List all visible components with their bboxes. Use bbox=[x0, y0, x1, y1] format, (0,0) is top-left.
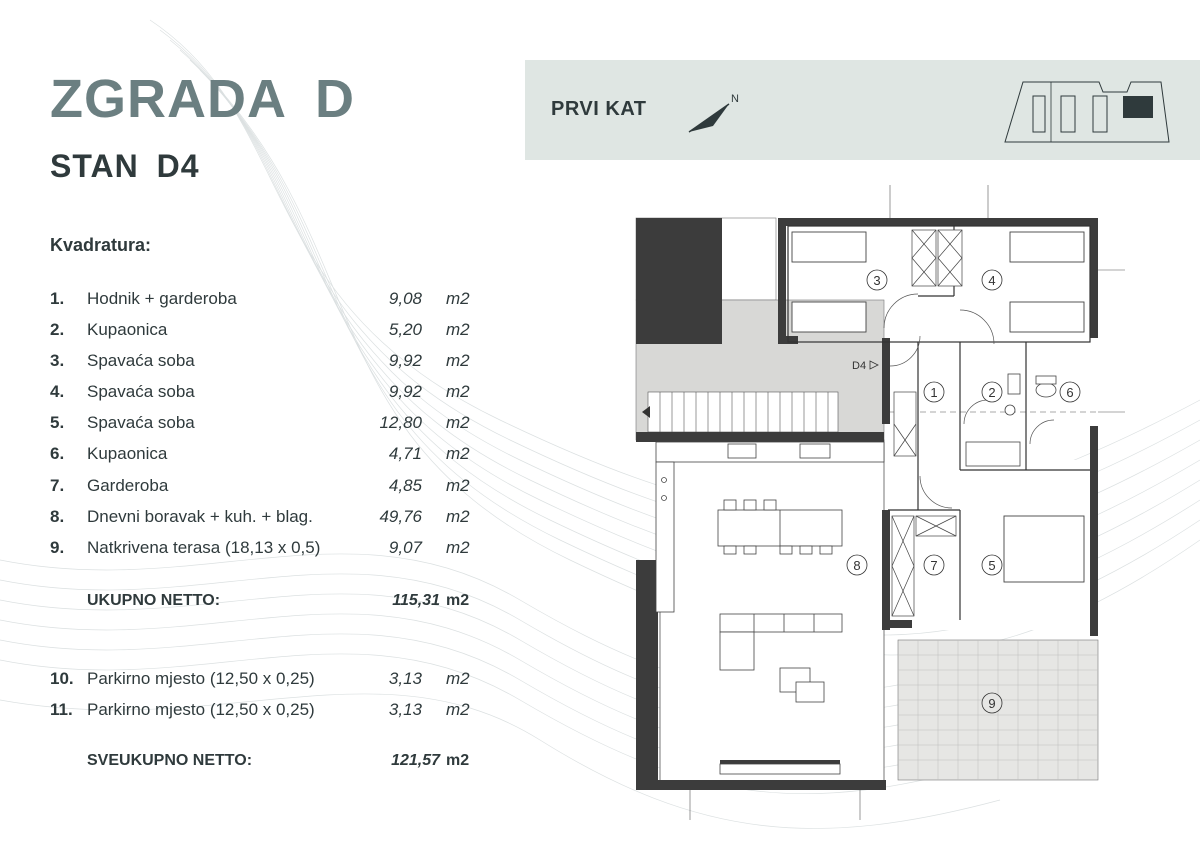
room-name: Kupaonica bbox=[87, 444, 168, 464]
room-marker-8: 8 bbox=[853, 558, 861, 573]
room-name: Spavaća soba bbox=[87, 413, 195, 433]
list-item bbox=[50, 413, 480, 444]
room-marker-5: 5 bbox=[988, 558, 996, 573]
apartment-title: STAN D4 bbox=[50, 148, 200, 184]
room-name: Natkrivena terasa (18,13 x 0,5) bbox=[87, 537, 321, 557]
grand-total-unit: m2 bbox=[446, 752, 470, 769]
room-unit: m2 bbox=[446, 700, 470, 720]
room-number: 3. bbox=[50, 351, 65, 371]
room-area: 4,71 bbox=[388, 444, 422, 464]
room-area: 49,76 bbox=[379, 506, 422, 526]
list-item bbox=[50, 382, 480, 413]
list-item bbox=[50, 700, 480, 731]
room-marker-4: 4 bbox=[988, 273, 996, 288]
room-unit: m2 bbox=[446, 475, 470, 495]
room-area: 4,85 bbox=[388, 475, 422, 495]
room-area: 9,92 bbox=[388, 382, 422, 402]
list-item bbox=[50, 538, 480, 569]
room-unit: m2 bbox=[446, 289, 470, 308]
area-heading: Kvadratura: bbox=[50, 235, 152, 255]
north-letter: N bbox=[731, 93, 739, 105]
room-number: 1. bbox=[50, 289, 65, 308]
room-unit: m2 bbox=[446, 351, 470, 371]
list-item bbox=[50, 507, 480, 538]
list-item bbox=[50, 669, 480, 700]
floor-panel bbox=[525, 60, 1200, 160]
floor-label: PRVI KAT bbox=[551, 98, 647, 120]
room-name: Dnevni boravak + kuh. + blag. bbox=[87, 506, 313, 526]
room-area: 9,08 bbox=[388, 289, 422, 308]
room-unit: m2 bbox=[446, 320, 470, 340]
room-unit: m2 bbox=[446, 506, 470, 526]
room-number: 5. bbox=[50, 413, 65, 433]
room-unit: m2 bbox=[446, 669, 470, 688]
parking-list bbox=[50, 669, 480, 731]
grand-total-value: 121,57 bbox=[391, 752, 440, 769]
room-area-list bbox=[50, 289, 480, 569]
building-keyplan-icon bbox=[1003, 74, 1173, 146]
net-total-label: UKUPNO NETTO: bbox=[87, 592, 221, 609]
list-item bbox=[50, 351, 480, 382]
list-item bbox=[50, 289, 480, 320]
room-number: 8. bbox=[50, 506, 65, 526]
net-total-unit: m2 bbox=[446, 592, 470, 609]
room-name: Parkirno mjesto (12,50 x 0,25) bbox=[87, 669, 315, 688]
building-title: ZGRADA D bbox=[50, 69, 355, 129]
list-item bbox=[50, 476, 480, 507]
apartment-tag: D4 bbox=[852, 360, 867, 372]
room-unit: m2 bbox=[446, 382, 470, 402]
room-area: 3,13 bbox=[388, 669, 422, 688]
room-marker-1: 1 bbox=[930, 385, 938, 400]
room-marker-6: 6 bbox=[1066, 385, 1074, 400]
room-name: Parkirno mjesto (12,50 x 0,25) bbox=[87, 700, 315, 720]
room-name: Kupaonica bbox=[87, 320, 168, 340]
room-name: Garderoba bbox=[87, 475, 169, 495]
room-number: 6. bbox=[50, 444, 65, 464]
room-area: 9,92 bbox=[388, 351, 422, 371]
room-unit: m2 bbox=[446, 444, 470, 464]
room-marker-9: 9 bbox=[988, 696, 996, 711]
room-area: 9,07 bbox=[388, 537, 422, 557]
room-area: 3,13 bbox=[388, 700, 422, 720]
room-unit: m2 bbox=[446, 537, 470, 557]
room-number: 11. bbox=[50, 700, 73, 720]
room-name: Spavaća soba bbox=[87, 351, 195, 371]
room-unit: m2 bbox=[446, 413, 470, 433]
room-number: 4. bbox=[50, 382, 65, 402]
room-number: 7. bbox=[50, 475, 65, 495]
room-area: 5,20 bbox=[388, 320, 422, 340]
floor-plan bbox=[620, 180, 1140, 830]
list-item bbox=[50, 444, 480, 475]
room-name: Spavaća soba bbox=[87, 382, 195, 402]
room-marker-7: 7 bbox=[930, 558, 938, 573]
room-area: 12,80 bbox=[379, 413, 422, 433]
room-number: 10. bbox=[50, 669, 74, 688]
room-marker-2: 2 bbox=[988, 385, 996, 400]
room-number: 2. bbox=[50, 320, 65, 340]
room-marker-3: 3 bbox=[873, 273, 881, 288]
room-number: 9. bbox=[50, 537, 65, 557]
north-arrow-icon bbox=[685, 90, 745, 136]
room-name: Hodnik + garderoba bbox=[87, 289, 237, 308]
grand-total-label: SVEUKUPNO NETTO: bbox=[87, 752, 253, 769]
net-total-value: 115,31 bbox=[392, 592, 440, 609]
list-item bbox=[50, 320, 480, 351]
